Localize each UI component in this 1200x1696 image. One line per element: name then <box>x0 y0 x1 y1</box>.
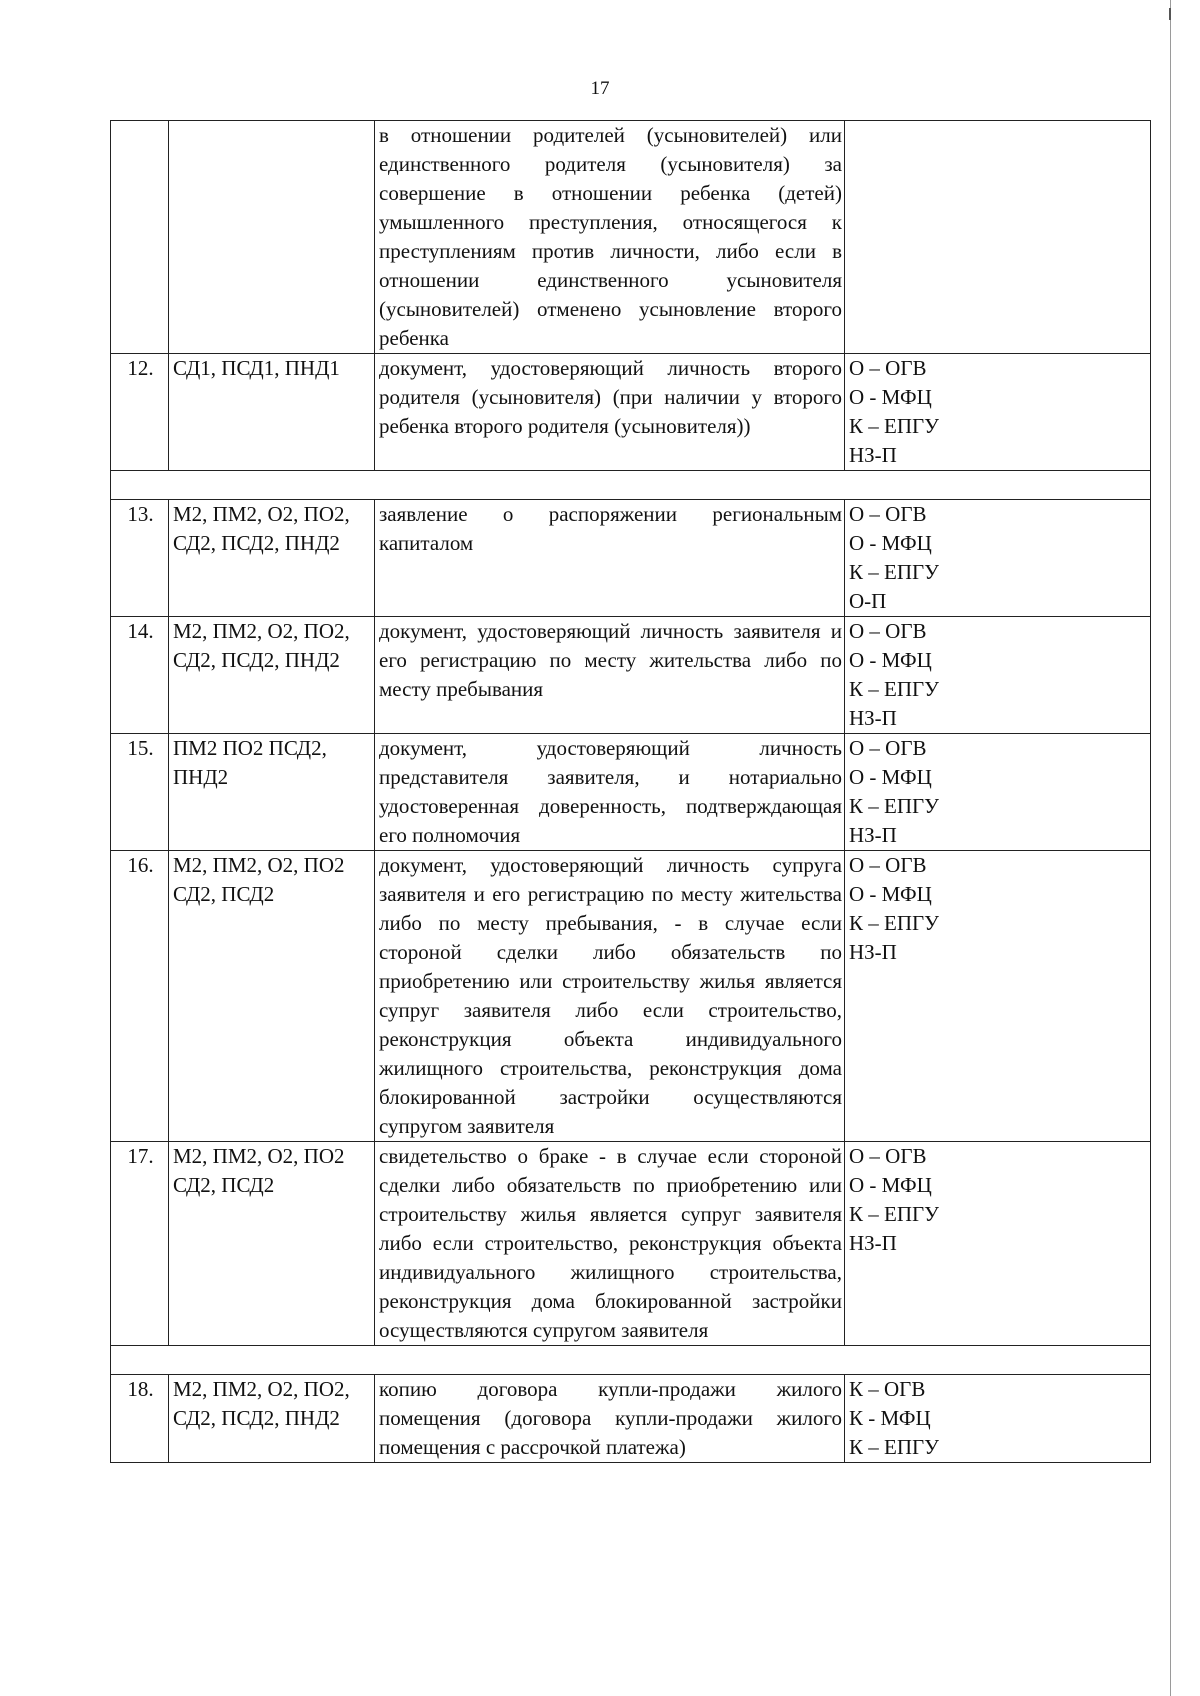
table-row <box>111 1142 1151 1346</box>
category-code-line: М2, ПМ2, О2, ПО2, <box>173 1377 350 1401</box>
submission-method-line: О – ОГВ <box>849 502 927 526</box>
row-submission-method <box>845 354 1151 471</box>
row-category-codes <box>169 851 375 1142</box>
submission-method-line: К – ОГВ <box>849 1377 926 1401</box>
row-document-description: документ, удостоверяющий личность представителя заявителя, и нотариально удостоверенная доверенность, подтверждающая его полномочия <box>375 734 845 851</box>
category-code-line: СД2, ПСД2, ПНД2 <box>173 648 340 672</box>
submission-method-line: О - МФЦ <box>849 531 932 555</box>
table-row <box>111 617 1151 734</box>
submission-method-line: К – ЕПГУ <box>849 677 940 701</box>
submission-method-line: К – ЕПГУ <box>849 560 940 584</box>
row-document-description: в отношении родителей (усыновителей) или единственного родителя (усыновителя) за совершение в отношении ребенка (детей) умышленного преступления, относящегося к преступлениям против личности, либо если в отношении единственного усыновителя (усыновителей) отменено усыновление второго ребенка <box>375 121 845 354</box>
row-number: 15. <box>111 734 169 851</box>
submission-method-line: О – ОГВ <box>849 356 927 380</box>
category-code-line: ПМ2 ПО2 ПСД2, <box>173 736 327 760</box>
table-row <box>111 851 1151 1142</box>
submission-method-line: К – ЕПГУ <box>849 1435 940 1459</box>
submission-method-line: К – ЕПГУ <box>849 414 940 438</box>
submission-method-line: О – ОГВ <box>849 736 927 760</box>
row-number <box>111 121 169 354</box>
submission-method-line: О – ОГВ <box>849 1144 927 1168</box>
row-submission-method <box>845 121 1151 354</box>
row-submission-method <box>845 617 1151 734</box>
table-row <box>111 121 1151 354</box>
submission-method-line: О – ОГВ <box>849 853 927 877</box>
category-code-line: СД1, ПСД1, ПНД1 <box>173 356 340 380</box>
row-document-description: документ, удостоверяющий личность заявителя и его регистрацию по месту жительства либо по месту пребывания <box>375 617 845 734</box>
category-code-line: М2, ПМ2, О2, ПО2, <box>173 502 350 526</box>
submission-method-line: О - МФЦ <box>849 648 932 672</box>
submission-method-line: О - МФЦ <box>849 882 932 906</box>
row-category-codes <box>169 734 375 851</box>
row-number: 18. <box>111 1375 169 1463</box>
category-code-line: СД2, ПСД2 <box>173 1173 275 1197</box>
category-code-line: М2, ПМ2, О2, ПО2, <box>173 619 350 643</box>
submission-method-line: К – ЕПГУ <box>849 794 940 818</box>
submission-method-line: К – ЕПГУ <box>849 1202 940 1226</box>
submission-method-line: НЗ-П <box>849 1231 897 1255</box>
row-document-description: документ, удостоверяющий личность второго родителя (усыновителя) (при наличии у второго ребенка второго родителя (усыновителя)) <box>375 354 845 471</box>
submission-method-line: НЗ-П <box>849 443 897 467</box>
table-gap-row <box>111 1346 1151 1375</box>
row-submission-method <box>845 500 1151 617</box>
submission-method-line: О – ОГВ <box>849 619 927 643</box>
row-submission-method <box>845 1375 1151 1463</box>
table-gap-cell <box>111 471 1151 500</box>
documents-table-body <box>111 121 1151 1463</box>
page-number: 17 <box>590 78 610 99</box>
submission-method-line: О - МФЦ <box>849 765 932 789</box>
row-document-description: заявление о распоряжении региональным капиталом <box>375 500 845 617</box>
row-number: 14. <box>111 617 169 734</box>
page-edge-line <box>1170 0 1171 1696</box>
category-code-line: ПНД2 <box>173 765 229 789</box>
documents-table <box>110 120 1151 1463</box>
submission-method-line: О - МФЦ <box>849 1173 932 1197</box>
page-edge-mark <box>1169 8 1171 20</box>
submission-method-line: НЗ-П <box>849 706 897 730</box>
category-code-line: СД2, ПСД2, ПНД2 <box>173 531 340 555</box>
submission-method-line: К - МФЦ <box>849 1406 931 1430</box>
category-code-line: М2, ПМ2, О2, ПО2 <box>173 853 345 877</box>
row-document-description: документ, удостоверяющий личность супруга заявителя и его регистрацию по месту жительства либо по месту пребывания, - в случае если стороной сделки либо обязательств по приобретению или строительству жилья является супруг заявителя либо если строительство, реконструкция объекта индивидуального жилищного строительства, реконструкция дома блокированной застройки осуществляются супругом заявителя <box>375 851 845 1142</box>
table-row <box>111 500 1151 617</box>
row-submission-method <box>845 851 1151 1142</box>
row-number: 16. <box>111 851 169 1142</box>
category-code-line: М2, ПМ2, О2, ПО2 <box>173 1144 345 1168</box>
submission-method-line: О - МФЦ <box>849 385 932 409</box>
row-number: 13. <box>111 500 169 617</box>
row-document-description: копию договора купли-продажи жилого помещения (договора купли-продажи жилого помещения с рассрочкой платежа) <box>375 1375 845 1463</box>
submission-method-line: О-П <box>849 589 887 613</box>
row-category-codes <box>169 1142 375 1346</box>
category-code-line: СД2, ПСД2 <box>173 882 275 906</box>
row-category-codes <box>169 354 375 471</box>
row-category-codes <box>169 500 375 617</box>
row-number: 17. <box>111 1142 169 1346</box>
row-submission-method <box>845 734 1151 851</box>
submission-method-line: К – ЕПГУ <box>849 911 940 935</box>
row-category-codes <box>169 121 375 354</box>
table-gap-row <box>111 471 1151 500</box>
row-category-codes <box>169 617 375 734</box>
table-gap-cell <box>111 1346 1151 1375</box>
category-code-line: СД2, ПСД2, ПНД2 <box>173 1406 340 1430</box>
table-row <box>111 354 1151 471</box>
submission-method-line: НЗ-П <box>849 823 897 847</box>
row-number: 12. <box>111 354 169 471</box>
table-row <box>111 1375 1151 1463</box>
submission-method-line: НЗ-П <box>849 940 897 964</box>
row-category-codes <box>169 1375 375 1463</box>
row-document-description: свидетельство о браке - в случае если стороной сделки либо обязательств по приобретению или строительству жилья является супруг заявителя либо если строительство, реконструкция объекта индивидуального жилищного строительства, реконструкция дома блокированной застройки осуществляются супругом заявителя <box>375 1142 845 1346</box>
row-submission-method <box>845 1142 1151 1346</box>
table-row <box>111 734 1151 851</box>
